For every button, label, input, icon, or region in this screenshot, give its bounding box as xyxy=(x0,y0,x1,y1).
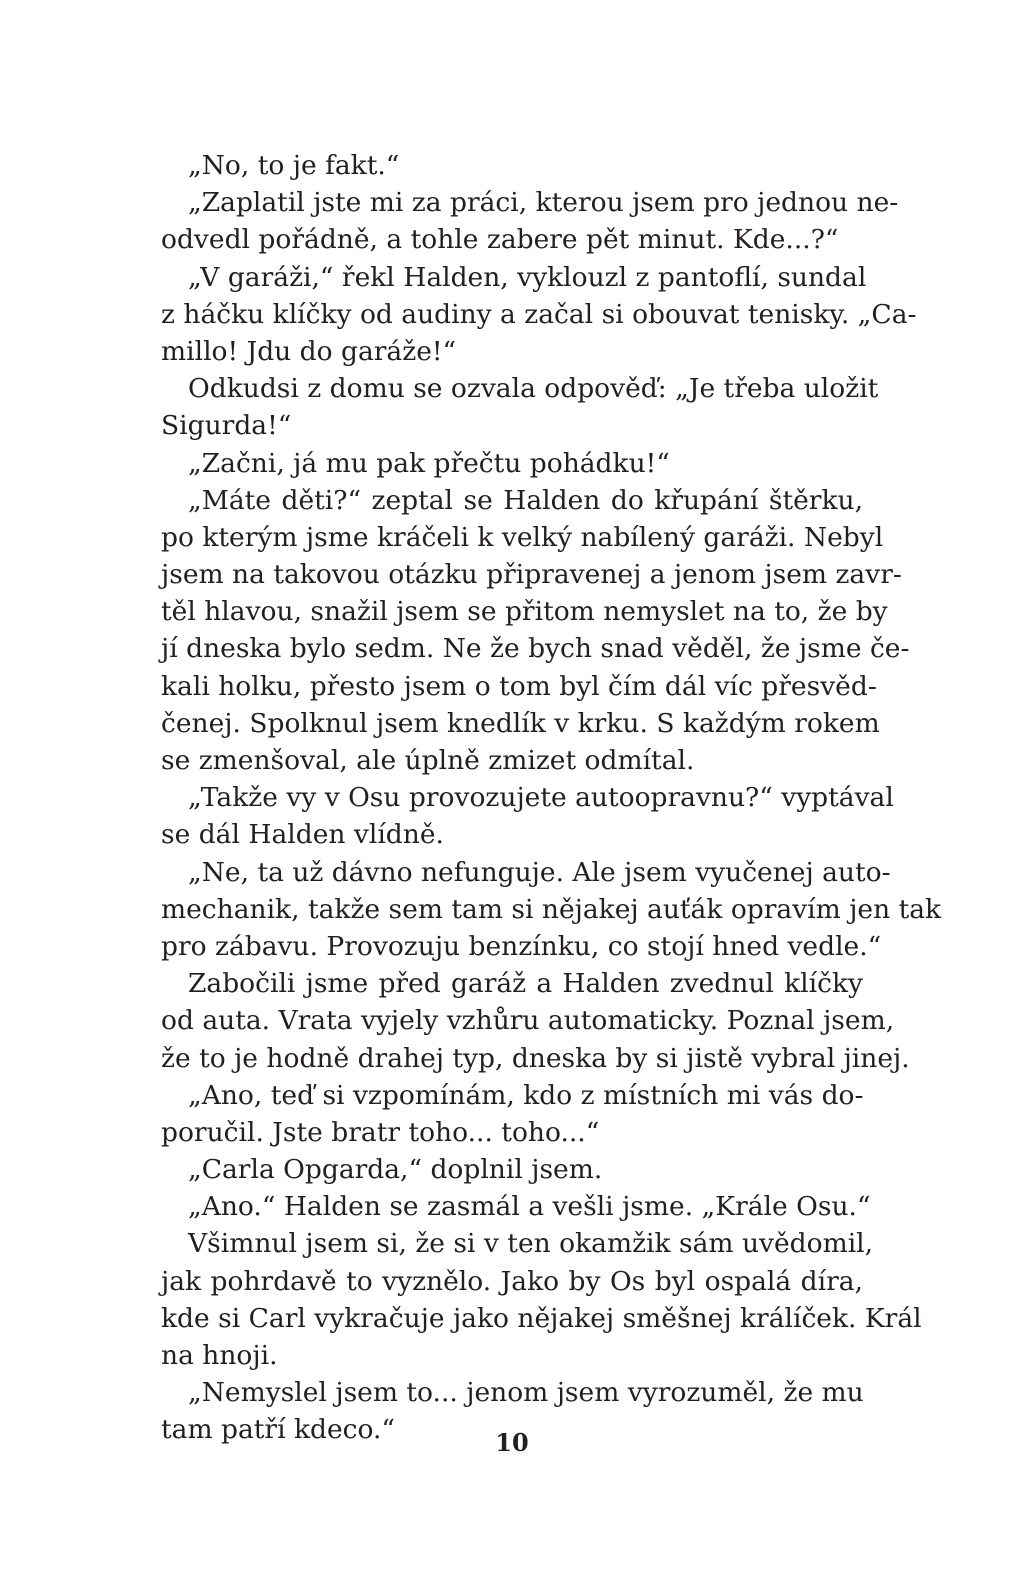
text-line: Odkudsi z domu se ozvala odpověď: „Je třeba uložit xyxy=(188,373,879,405)
text-line: „No, to je fakt.“ xyxy=(188,150,400,181)
text-line: na hnoji. xyxy=(161,1340,278,1371)
text-line: jí dneska bylo sedm. Ne že bych snad věděl, že jsme če- xyxy=(161,633,910,665)
text-line: „V garáži,“ řekl Halden, vyklouzl z pantoflí, sundal xyxy=(188,261,867,293)
text-line: z háčku klíčky od audiny a začal si obouvat tenisky. „Ca- xyxy=(161,298,917,330)
page-number: 10 xyxy=(495,1428,529,1457)
text-line: jak pohrdavě to vyznělo. Jako by Os byl ospalá díra, xyxy=(161,1265,863,1297)
text-line: „Máte děti?“ zeptal se Halden do křupání štěrku, xyxy=(188,484,863,516)
text-line: se zmenšoval, ale úplně zmizet odmítal. xyxy=(161,745,695,776)
text-line: „Carla Opgarda,“ doplnil jsem. xyxy=(188,1154,603,1186)
text-line: „Ano, teď si vzpomínám, kdo z místních mi vás do- xyxy=(188,1079,864,1111)
text-line: „Zaplatil jste mi za práci, kterou jsem pro jednou ne- xyxy=(188,187,899,219)
text-line: odvedl pořádně, a tohle zabere pět minut. Kde...?“ xyxy=(161,224,839,256)
text-line: že to je hodně drahej typ, dneska by si jistě vybral jinej. xyxy=(161,1042,910,1074)
text-line: mechanik, takže sem tam si nějakej auťák opravím jen tak xyxy=(161,893,942,925)
text-line: jsem na takovou otázku připravenej a jenom jsem zavr- xyxy=(161,559,902,591)
text-line: od auta. Vrata vyjely vzhůru automaticky. Poznal jsem, xyxy=(161,1005,895,1037)
text-line: po kterým jsme kráčeli k velký nabílený garáži. Nebyl xyxy=(161,521,884,553)
text-line: millo! Jdu do garáže!“ xyxy=(161,335,457,367)
text-line: „Ano.“ Halden se zasmál a vešli jsme. „Krále Osu.“ xyxy=(188,1191,871,1223)
text-line: tam patří kdeco.“ xyxy=(161,1414,395,1446)
body-text xyxy=(161,147,942,1449)
text-line: kde si Carl vykračuje jako nějakej směšnej králíček. Král xyxy=(161,1302,922,1334)
text-line: „Ne, ta už dávno nefunguje. Ale jsem vyučenej auto- xyxy=(188,856,891,888)
text-line: Všimnul jsem si, že si v ten okamžik sám uvědomil, xyxy=(188,1228,874,1260)
text-line: kali holku, přesto jsem o tom byl čím dál víc přesvěd- xyxy=(161,670,877,702)
text-line: pro zábavu. Provozuju benzínku, co stojí hned vedle.“ xyxy=(161,930,882,962)
text-line: „Začni, já mu pak přečtu pohádku!“ xyxy=(188,447,670,479)
text-line: Zabočili jsme před garáž a Halden zvednul klíčky xyxy=(188,968,863,1000)
text-line: „Nemyslel jsem to... jenom jsem vyrozuměl, že mu xyxy=(188,1377,864,1409)
text-line: se dál Halden vlídně. xyxy=(161,819,444,851)
text-line: Sigurda!“ xyxy=(161,410,292,442)
text-line: čenej. Spolknul jsem knedlík v krku. S každým rokem xyxy=(161,707,880,739)
text-line: těl hlavou, snažil jsem se přitom nemyslet na to, že by xyxy=(161,596,888,628)
text-line: poručil. Jste bratr toho... toho...“ xyxy=(161,1116,600,1148)
text-line: „Takže vy v Osu provozujete autoopravnu?“ vyptával xyxy=(188,782,894,814)
